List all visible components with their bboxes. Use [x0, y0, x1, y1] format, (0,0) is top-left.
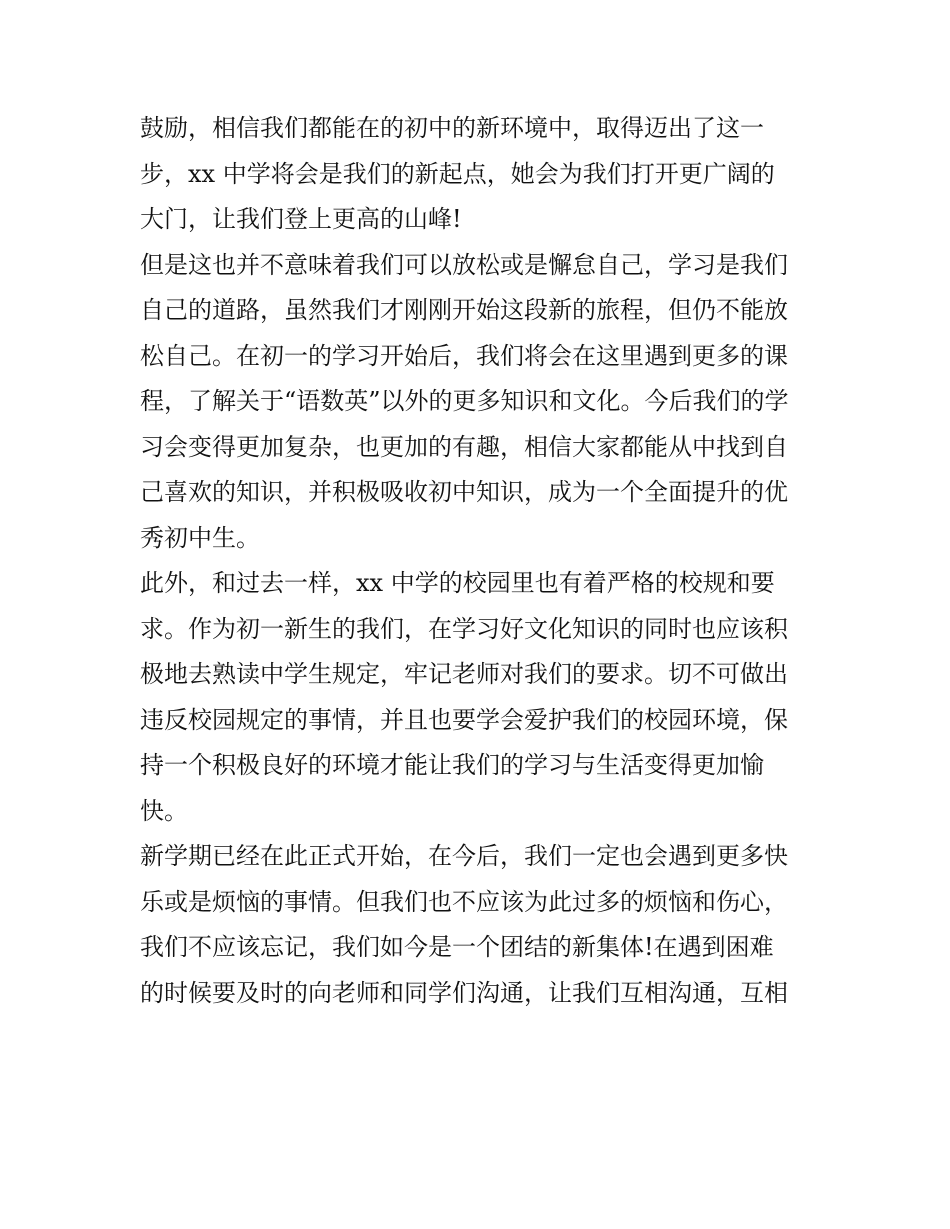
text-line: 我们不应该忘记，我们如今是一个团结的新集体!在遇到困难 — [140, 933, 774, 961]
text-line: 己喜欢的知识，并积极吸收初中知识，成为一个全面提升的优 — [140, 478, 788, 506]
text-line: 持一个积极良好的环境才能让我们的学习与生活变得更加愉 — [140, 751, 764, 779]
text-line: 但是这也并不意味着我们可以放松或是懈怠自己，学习是我们 — [140, 250, 788, 279]
text-line: 的时候要及时的向老师和同学们沟通，让我们互相沟通，互相 — [140, 978, 788, 1007]
text-line: 鼓励，相信我们都能在的初中的新环境中，取得迈出了这一 — [140, 114, 764, 142]
text-line: 自己的道路，虽然我们才刚刚开始这段新的旅程，但仍不能放 — [140, 296, 788, 324]
text-line: 违反校园规定的事情，并且也要学会爱护我们的校园环境，保 — [140, 705, 788, 734]
document-body — [140, 106, 820, 1016]
text-line: 快。 — [140, 796, 188, 825]
text-line: 习会变得更加复杂，也更加的有趣，相信大家都能从中找到自 — [140, 432, 788, 461]
text-line: 秀初中生。 — [140, 523, 260, 552]
text-line: 大门，让我们登上更高的山峰! — [140, 205, 462, 233]
text-line: 乐或是烦恼的事情。但我们也不应该为此过多的烦恼和伤心， — [140, 887, 788, 916]
text-line: 新学期已经在此正式开始，在今后，我们一定也会遇到更多快 — [140, 842, 788, 870]
text-line: 求。作为初一新生的我们，在学习好文化知识的同时也应该积 — [140, 614, 788, 643]
text-line: 极地去熟读中学生规定，牢记老师对我们的要求。切不可做出 — [140, 660, 788, 688]
text-line: 松自己。在初一的学习开始后，我们将会在这里遇到更多的课 — [140, 341, 788, 370]
text-line: 程，了解关于“语数英”以外的更多知识和文化。今后我们的学 — [140, 387, 789, 415]
text-line: 步，xx 中学将会是我们的新起点，她会为我们打开更广阔的 — [140, 159, 775, 188]
text-line: 此外，和过去一样，xx 中学的校园里也有着严格的校规和要 — [140, 569, 775, 597]
